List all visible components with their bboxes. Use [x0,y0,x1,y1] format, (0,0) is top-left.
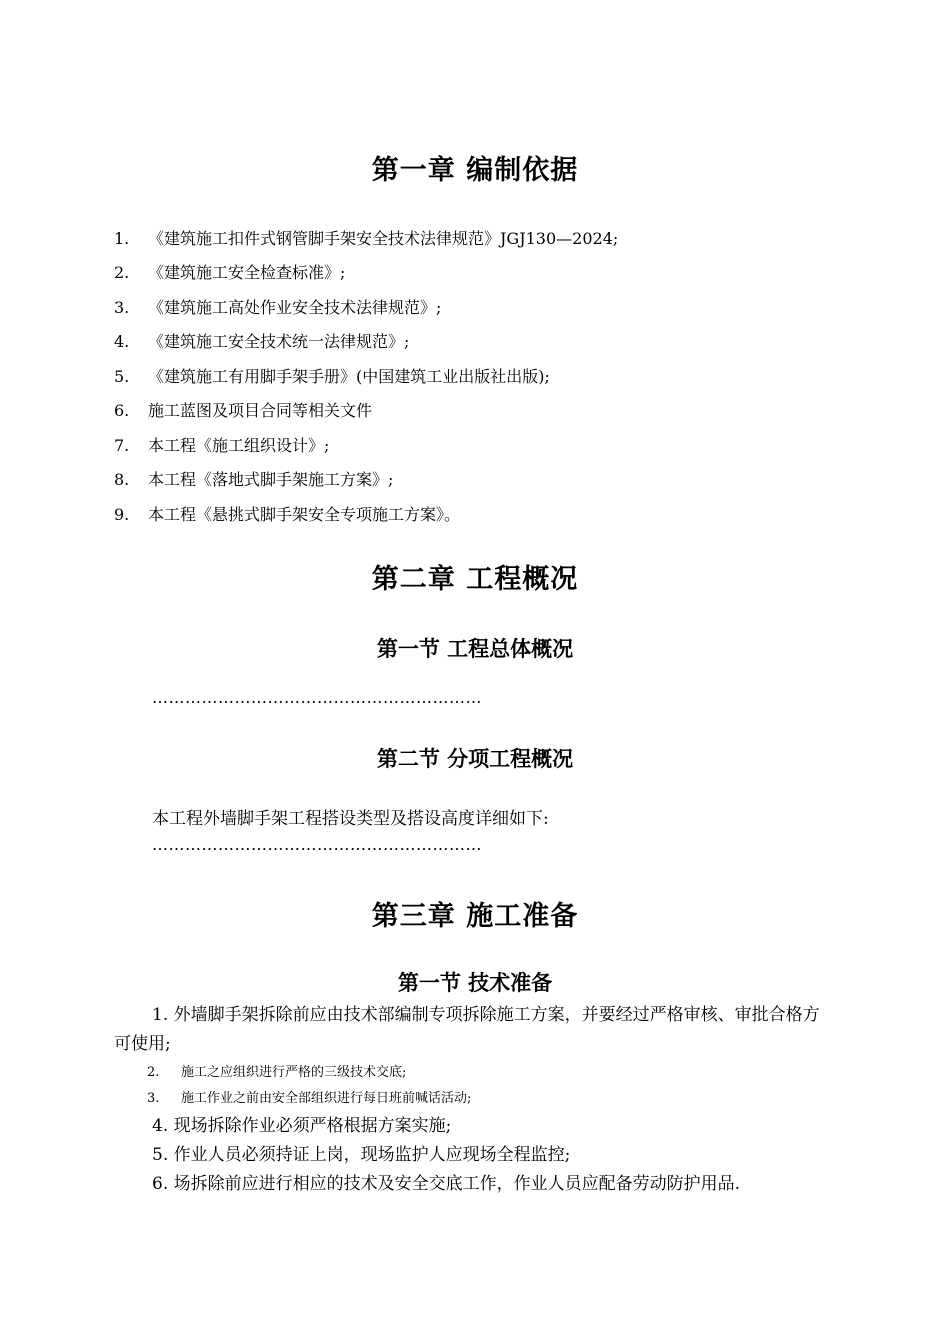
chapter-2-title: 第二章 工程概况 [371,564,579,595]
list-item-text: 作业人员必须持证上岗，现场监护人应现场全程监控; [173,1145,571,1165]
list-item-text: 现场拆除作业必须严格根据方案实施; [173,1116,452,1136]
list-item-number: 4. [114,332,130,351]
section-title: 第二节 分项工程概况 [376,746,574,771]
section-title: 第一节 技术准备 [397,970,553,995]
list-item-text: 本工程《悬挑式脚手架安全专项施工方案》。 [148,505,461,524]
list-item-number: 4. [152,1116,169,1136]
list-item-number: 5. [114,367,130,386]
list-item-number: 9. [114,505,130,524]
section-title: 第一节 工程总体概况 [376,636,574,661]
list-item [152,1140,570,1165]
list-item [152,1111,451,1136]
list-item [114,226,618,249]
list-item-text: 《建筑施工安全技术统一法律规范》; [148,332,410,351]
list-item-text: 施工蓝图及项目合同等相关文件 [148,401,373,420]
list-item-text: 《建筑施工高处作业安全技术法律规范》; [148,298,442,317]
list-item [147,1087,471,1106]
list-item [114,433,329,456]
list-item-number: 6. [152,1174,169,1194]
list-item [114,364,550,387]
list-item-text: 施工之应组织进行严格的三级技术交底; [181,1065,407,1080]
list-item [114,260,345,283]
list-item-text: 施工作业之前由安全部组织进行每日班前喊话活动; [181,1091,472,1106]
placeholder-dots: …………………………………………………… [152,688,482,707]
list-item-number: 3. [114,298,130,317]
list-item-number: 3. [147,1091,160,1106]
list-item [114,295,441,318]
placeholder-dots: …………………………………………………… [152,835,482,854]
list-item [152,1169,740,1194]
chapter-3-title: 第三章 施工准备 [371,901,579,932]
list-item [114,502,460,525]
chapter-1-title: 第一章 编制依据 [371,155,579,186]
list-item-text: 外墙脚手架拆除前应由技术部编制专项拆除施工方案，并要经过严格审核、审批合格方可使用; [114,1005,820,1054]
list-item-number: 2. [147,1065,160,1080]
paragraph: 本工程外墙脚手架工程搭设类型及搭设高度详细如下: [152,809,549,829]
list-item-number: 5. [152,1145,169,1165]
list-item [114,1001,832,1059]
list-item-number: 2. [114,263,130,282]
list-item-number: 7. [114,436,130,455]
list-item-text: 场拆除前应进行相应的技术及安全交底工作，作业人员应配备劳动防护用品. [173,1174,741,1194]
list-item-text: 《建筑施工有用脚手架手册》(中国建筑工业出版社出版); [148,367,550,386]
list-item-number: 6. [114,401,130,420]
list-item [114,329,409,352]
list-item-text: 本工程《落地式脚手架施工方案》; [148,470,394,489]
list-item [147,1061,406,1080]
list-item-number: 1. [152,1005,169,1025]
list-item-text: 《建筑施工扣件式钢管脚手架安全技术法律规范》JGJ130—2024; [148,229,619,248]
list-item-text: 《建筑施工安全检查标准》; [148,263,346,282]
list-item-text: 本工程《施工组织设计》; [148,436,330,455]
list-item-number: 1. [114,229,130,248]
list-item [114,467,393,490]
list-item [114,398,372,421]
list-item-number: 8. [114,470,130,489]
